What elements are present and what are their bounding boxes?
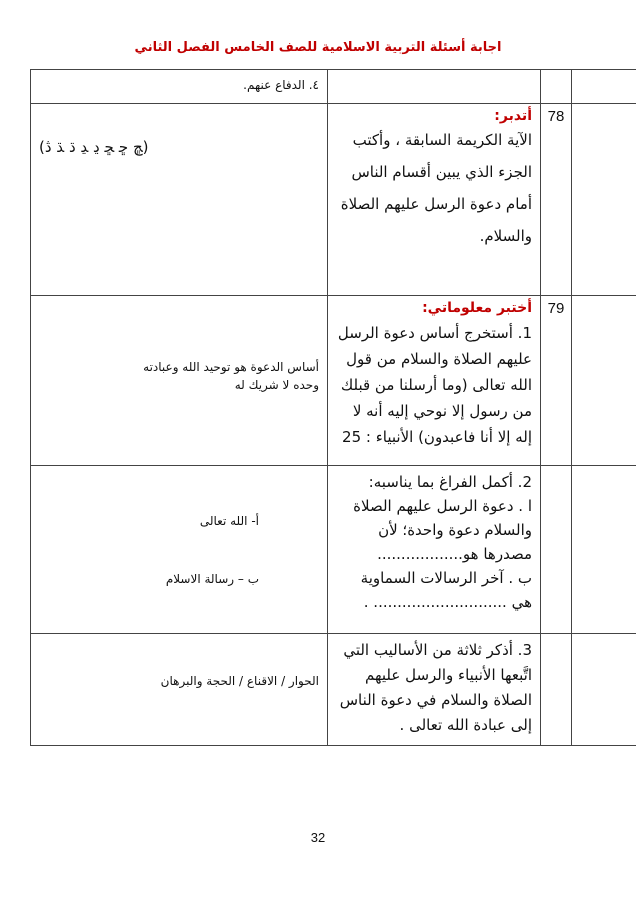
number-cell bbox=[541, 104, 572, 296]
empty-cell bbox=[572, 466, 636, 634]
answer-cell bbox=[31, 466, 328, 634]
question-line: الصلاة والسلام في دعوة الناس bbox=[339, 691, 532, 709]
question-line: من رسول إلا نوحي إليه أنه لا bbox=[352, 402, 532, 420]
page-header: اجابة أسئلة التربية الاسلامية للصف الخامس الفصل الثاني bbox=[134, 40, 502, 55]
question-line: الجزء الذي يبين أقسام الناس bbox=[351, 163, 532, 181]
question-title: أتدبر: bbox=[494, 108, 532, 124]
question-cell bbox=[328, 466, 541, 634]
answer-cell bbox=[31, 296, 328, 466]
question-line: مصدرها هو.................. bbox=[377, 545, 532, 563]
question-line: ب . آخر الرسالات السماوية bbox=[360, 569, 532, 587]
question-line: أمام دعوة الرسل عليهم الصلاة bbox=[340, 195, 532, 213]
table-row bbox=[31, 466, 636, 634]
question-text bbox=[336, 316, 532, 450]
question-line: والسلام. bbox=[479, 227, 532, 245]
table-row bbox=[31, 634, 636, 746]
answer-cell bbox=[31, 70, 328, 104]
question-line: اتَّبعها الأنبياء والرسل عليهم bbox=[365, 666, 532, 684]
question-line: والسلام دعوة واحدة؛ لأن bbox=[378, 521, 532, 539]
question-cell bbox=[328, 104, 541, 296]
question-number: 78 bbox=[547, 108, 565, 125]
question-line: 1. أستخرج أساس دعوة الرسل bbox=[337, 324, 532, 342]
answer-text: ب – رسالة الاسلام bbox=[165, 572, 259, 586]
answer-cell bbox=[31, 104, 328, 296]
question-line: 3. أذكر ثلاثة من الأساليب التي bbox=[343, 641, 532, 659]
question-line: إلى عبادة الله تعالى . bbox=[399, 716, 532, 734]
number-cell bbox=[541, 634, 572, 746]
question-line: إله إلا أنا فاعبدون) الأنبياء : 25 bbox=[342, 428, 532, 446]
answer-text: أ- الله تعالى bbox=[199, 514, 259, 528]
question-text bbox=[336, 124, 532, 252]
number-cell bbox=[541, 70, 572, 104]
answer-text: (ﭿ ﮀ ﮁ ﮂ ﮃ ﮄ ﮅ ﮆ) bbox=[39, 138, 149, 156]
question-text bbox=[336, 638, 532, 738]
question-line: عليهم الصلاة والسلام من قول bbox=[346, 350, 532, 368]
empty-cell bbox=[572, 104, 636, 296]
question-line: 2. أكمل الفراغ بما يناسبه: bbox=[368, 473, 532, 491]
question-line: الآية الكريمة السابقة ، وأكتب bbox=[352, 131, 532, 149]
question-line: هي ............................ . bbox=[363, 593, 532, 611]
table-row bbox=[31, 296, 636, 466]
answer-text bbox=[39, 300, 319, 394]
table-row bbox=[31, 70, 636, 104]
answer-line: وحده لا شريك له bbox=[234, 378, 319, 392]
question-line: ا . دعوة الرسل عليهم الصلاة bbox=[353, 497, 532, 515]
answer-text: الحوار / الاقناع / الحجة والبرهان bbox=[160, 674, 319, 688]
answer-line: أساس الدعوة هو توحيد الله وعبادته bbox=[143, 360, 319, 374]
empty-cell bbox=[572, 296, 636, 466]
table-row bbox=[31, 104, 636, 296]
number-cell bbox=[541, 466, 572, 634]
page-number: 32 bbox=[310, 830, 326, 845]
question-text bbox=[336, 470, 532, 614]
empty-cell bbox=[572, 634, 636, 746]
question-number: 79 bbox=[547, 300, 565, 317]
question-cell bbox=[328, 634, 541, 746]
question-cell bbox=[328, 70, 541, 104]
qa-table bbox=[30, 69, 636, 746]
answer-text: ٤. الدفاع عنهم. bbox=[243, 78, 319, 92]
question-cell bbox=[328, 296, 541, 466]
question-title: أختبر معلوماتي: bbox=[422, 300, 532, 316]
empty-cell bbox=[572, 70, 636, 104]
number-cell bbox=[541, 296, 572, 466]
answer-cell bbox=[31, 634, 328, 746]
question-line: الله تعالى (وما أرسلنا من قبلك bbox=[340, 376, 532, 394]
